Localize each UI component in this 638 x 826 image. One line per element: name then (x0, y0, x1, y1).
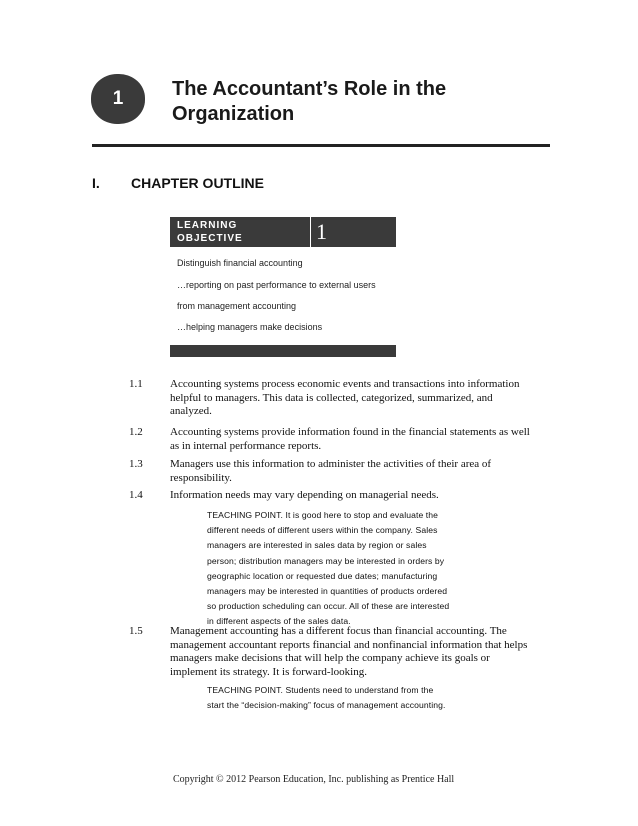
chapter-title-line: The Accountant’s Role in the (172, 78, 447, 100)
outline-item-line: helpful to managers. This data is collected, categorized, summarized, and (170, 391, 493, 404)
chapter-title-line: Organization (172, 103, 295, 125)
teaching-point-line: different needs of different users within the company. Sales (207, 525, 438, 536)
learning-objective-divider (310, 217, 311, 247)
outline-item-number: 1.1 (129, 378, 143, 390)
outline-item-line: implement its strategy. It is forward-looking. (170, 665, 367, 678)
header-divider (92, 144, 550, 147)
learning-objective-label (177, 220, 297, 245)
teaching-point-line: managers are interested in sales data by region or sales (207, 540, 427, 551)
learning-objective-footer-bar (170, 345, 396, 357)
outline-item-text (170, 625, 548, 679)
outline-item-text (170, 378, 548, 419)
outline-item-line: managers make decisions that will help the company achieve its goals or (170, 652, 490, 664)
learning-objective-header (170, 217, 396, 247)
outline-item-line: Management accounting has a different focus than financial accounting. The (170, 625, 507, 637)
outline-item-text (170, 458, 548, 485)
teaching-point-line: person; distribution managers may be interested in orders by (207, 555, 445, 566)
outline-item-text (170, 489, 548, 503)
learning-objective-label-line: LEARNING (177, 220, 238, 231)
outline-item-number: 1.4 (129, 489, 143, 501)
outline-item-line: as in internal performance reports. (170, 439, 322, 452)
section-title: CHAPTER OUTLINE (131, 175, 264, 191)
outline-item-number: 1.2 (129, 426, 143, 438)
teaching-point (207, 508, 469, 630)
learning-objective-number: 1 (316, 219, 327, 244)
chapter-number: 1 (112, 88, 124, 109)
outline-item-number: 1.3 (129, 458, 143, 470)
outline-item-line: analyzed. (170, 405, 212, 417)
section-number: I. (92, 175, 100, 191)
learning-objective-line: from management accounting (177, 301, 297, 311)
outline-item-line: Information needs may vary depending on managerial needs. (170, 489, 439, 501)
learning-objective-line: Distinguish financial accounting (177, 258, 303, 268)
teaching-point-line: so production scheduling can occur. All of these are interested (207, 601, 450, 612)
learning-objective-line: …reporting on past performance to external users (177, 280, 376, 290)
chapter-number-badge (91, 74, 145, 124)
teaching-point (207, 683, 469, 713)
outline-item-text (170, 426, 548, 453)
teaching-point-line: in different aspects of the sales data. (207, 616, 351, 627)
learning-objective-label-line: OBJECTIVE (177, 232, 243, 244)
teaching-point-line: TEACHING POINT. Students need to understand from the (207, 685, 434, 695)
teaching-point-line: start the “decision-making” focus of management accounting. (207, 700, 446, 711)
outline-item-line: Accounting systems process economic events and transactions into information (170, 378, 520, 390)
outline-item-number: 1.5 (129, 625, 143, 637)
teaching-point-line: managers may be interested in quantities of products ordered (207, 586, 448, 597)
outline-item-line: management accountant reports financial and nonfinancial information that helps (170, 638, 528, 651)
chapter-title (172, 77, 552, 127)
learning-objective-line: …helping managers make decisions (177, 322, 323, 332)
outline-item-line: responsibility. (170, 471, 232, 484)
outline-item-line: Accounting systems provide information found in the financial statements as well (170, 426, 530, 438)
teaching-point-line: TEACHING POINT. It is good here to stop and evaluate the (207, 510, 439, 520)
copyright-footer: Copyright © 2012 Pearson Education, Inc. publishing as Prentice Hall (173, 774, 455, 785)
teaching-point-line: geographic location or requested due dates; manufacturing (207, 570, 438, 581)
outline-item-line: Managers use this information to administer the activities of their area of (170, 458, 492, 470)
